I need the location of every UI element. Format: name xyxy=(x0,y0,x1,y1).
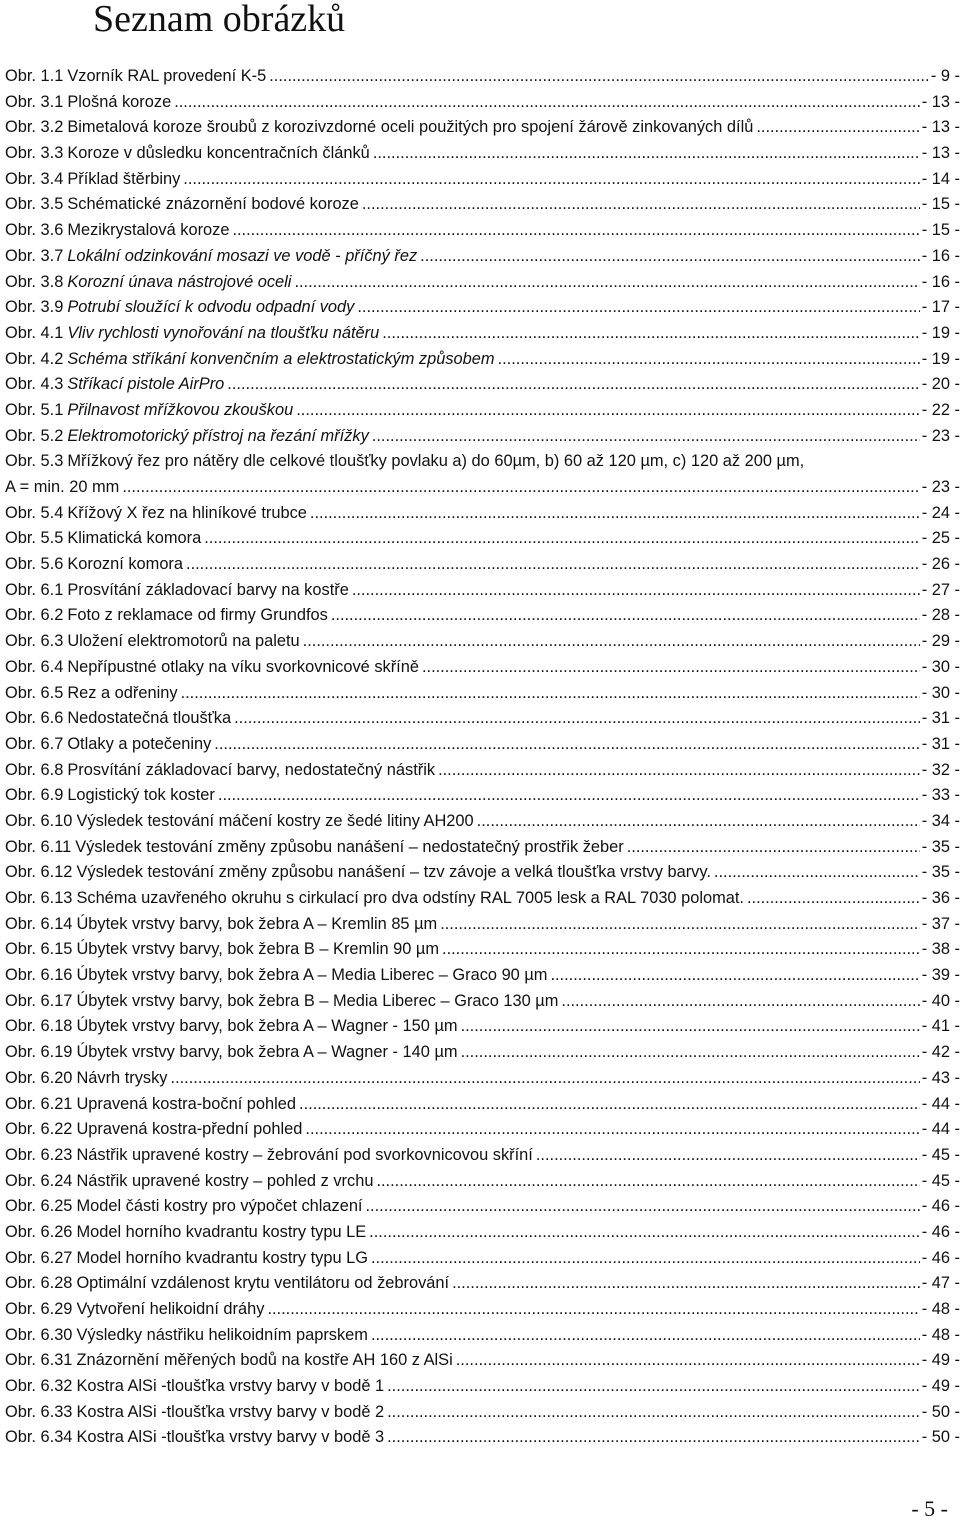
dot-leader xyxy=(382,321,920,347)
toc-entry[interactable] xyxy=(5,1143,960,1169)
figure-page: - 16 - xyxy=(921,246,960,265)
figure-page: - 28 - xyxy=(921,606,960,625)
figure-page: - 48 - xyxy=(921,1300,960,1319)
dot-leader xyxy=(756,115,919,141)
figure-number: Obr. 6.7 xyxy=(5,734,64,753)
figure-title: Model horního kvadrantu kostry typu LG xyxy=(76,1248,368,1267)
figure-title: Model části kostry pro výpočet chlazení xyxy=(76,1197,363,1216)
page-number: - 5 - xyxy=(911,1496,948,1521)
dot-leader xyxy=(218,783,920,809)
figure-number: Obr. 4.3 xyxy=(5,375,64,394)
figure-number: Obr. 6.21 xyxy=(5,1094,73,1113)
figure-page: - 13 - xyxy=(921,118,960,137)
dot-leader xyxy=(232,218,919,244)
figure-page: - 33 - xyxy=(921,786,960,805)
dot-leader xyxy=(357,295,919,321)
figure-title: Úbytek vrstvy barvy, bok žebra A – Wagner - 140 µm xyxy=(76,1043,458,1062)
figure-page: - 13 - xyxy=(921,144,960,163)
toc-entry[interactable] xyxy=(5,192,960,218)
figure-title: Klimatická komora xyxy=(67,529,202,548)
figure-page: - 30 - xyxy=(921,657,960,676)
figure-title: Prosvítání základovací barvy na kostře xyxy=(67,580,349,599)
dot-leader xyxy=(186,552,920,578)
figure-page: - 31 - xyxy=(921,734,960,753)
toc-entry[interactable] xyxy=(5,347,960,373)
dot-leader xyxy=(498,347,920,373)
figure-number: Obr. 6.19 xyxy=(5,1043,73,1062)
toc-entry[interactable] xyxy=(5,1092,960,1118)
figure-page: - 27 - xyxy=(921,580,960,599)
figure-number: Obr. 6.2 xyxy=(5,606,64,625)
figure-number: Obr. 3.5 xyxy=(5,195,64,214)
dot-leader xyxy=(227,372,919,398)
figure-number: Obr. 6.11 xyxy=(5,837,72,856)
figure-page: - 14 - xyxy=(921,169,960,188)
figure-title: Kostra AlSi -tloušťka vrstvy barvy v bodě 2 xyxy=(76,1402,385,1421)
figure-page: - 46 - xyxy=(921,1248,960,1267)
figure-page: - 46 - xyxy=(921,1222,960,1241)
dot-leader xyxy=(561,989,919,1015)
figure-page: - 13 - xyxy=(921,92,960,111)
figure-number: Obr. 4.2 xyxy=(5,349,64,368)
figure-title-continuation: A = min. 20 mm xyxy=(5,478,120,496)
figure-number: Obr. 6.24 xyxy=(5,1171,73,1190)
dot-leader xyxy=(372,424,920,450)
dot-leader xyxy=(234,706,920,732)
figure-number: Obr. 5.3 xyxy=(5,452,64,471)
dot-leader xyxy=(477,809,920,835)
toc-entry[interactable] xyxy=(5,1425,960,1451)
figure-title: Rez a odřeniny xyxy=(67,683,178,702)
figure-page: - 24 - xyxy=(921,503,960,522)
figure-title: Mřížkový řez pro nátěry dle celkové tloušťky povlaku a) do 60µm, b) 60 až 120 µm, c) 120 až 200 µm, xyxy=(67,452,805,471)
figure-number: Obr. 6.30 xyxy=(5,1325,73,1344)
toc-entry[interactable] xyxy=(5,578,960,604)
dot-leader xyxy=(303,629,920,655)
figure-page: - 19 - xyxy=(921,323,960,342)
toc-entry[interactable] xyxy=(5,1220,960,1246)
figure-title: Mezikrystalová koroze xyxy=(67,221,230,240)
figure-title: Nástřik upravené kostry – pohled z vrchu xyxy=(76,1171,374,1190)
figure-page: - 45 - xyxy=(921,1171,960,1190)
figure-number: Obr. 3.6 xyxy=(5,221,64,240)
figure-title: Vzorník RAL provedení K-5 xyxy=(67,67,267,85)
figure-page: - 39 - xyxy=(921,966,960,985)
toc-entry[interactable] xyxy=(5,886,960,912)
figure-number: Obr. 5.6 xyxy=(5,555,64,574)
dot-leader xyxy=(294,270,919,296)
figure-page: - 17 - xyxy=(921,298,960,317)
figure-title: Křížový X řez na hliníkové trubce xyxy=(67,503,307,522)
figure-title: Foto z reklamace od firmy Grundfos xyxy=(67,606,328,625)
figure-title: Nedostatečná tloušťka xyxy=(67,709,232,728)
figure-page: - 15 - xyxy=(921,221,960,240)
figure-title: Uložení elektromotorů na paletu xyxy=(67,632,300,651)
figure-title: Stříkací pistole AirPro xyxy=(67,375,225,394)
figure-number: Obr. 3.2 xyxy=(5,118,64,137)
dot-leader xyxy=(422,655,920,681)
toc-entry[interactable] xyxy=(5,783,960,809)
toc-entry[interactable] xyxy=(5,398,960,424)
toc-entry[interactable] xyxy=(5,449,960,500)
figure-number: Obr. 3.8 xyxy=(5,272,64,291)
dot-leader xyxy=(371,1323,920,1349)
figure-number: Obr. 5.5 xyxy=(5,529,64,548)
figure-page: - 47 - xyxy=(921,1274,960,1293)
toc-entry[interactable] xyxy=(5,90,960,116)
figure-title: Výsledky nástřiku helikoidním paprskem xyxy=(76,1325,368,1344)
toc-entry[interactable] xyxy=(5,989,960,1015)
dot-leader xyxy=(183,167,919,193)
dot-leader xyxy=(352,578,920,604)
figure-number: Obr. 6.27 xyxy=(5,1248,73,1267)
figure-page: - 35 - xyxy=(921,837,960,856)
figure-page: - 9 - xyxy=(930,67,960,85)
dot-leader xyxy=(369,1220,920,1246)
figure-page: - 23 - xyxy=(921,426,960,445)
figure-title: Schéma stříkání konvenčním a elektrostatickým způsobem xyxy=(67,349,495,368)
dot-leader xyxy=(181,681,920,707)
figure-page: - 49 - xyxy=(921,1377,960,1396)
toc-entry[interactable] xyxy=(5,1117,960,1143)
figure-number: Obr. 6.28 xyxy=(5,1274,73,1293)
figure-number: Obr. 6.31 xyxy=(5,1351,73,1370)
toc-entry[interactable] xyxy=(5,706,960,732)
dot-leader xyxy=(438,758,920,784)
toc-entry[interactable] xyxy=(5,552,960,578)
figure-number: Obr. 6.15 xyxy=(5,940,73,959)
toc-entry[interactable] xyxy=(5,1066,960,1092)
toc-entry[interactable] xyxy=(5,835,960,861)
toc-entry[interactable] xyxy=(5,1400,960,1426)
figure-title: Příklad štěrbiny xyxy=(67,169,181,188)
toc-entry[interactable] xyxy=(5,732,960,758)
toc-entry[interactable] xyxy=(5,1194,960,1220)
figure-title: Přilnavost mřížkovou zkouškou xyxy=(67,400,294,419)
toc-entry[interactable] xyxy=(5,809,960,835)
figure-page: - 42 - xyxy=(921,1043,960,1062)
figure-number: Obr. 6.10 xyxy=(5,811,73,830)
toc-entry[interactable] xyxy=(5,167,960,193)
figure-page: - 37 - xyxy=(921,914,960,933)
toc-entry[interactable] xyxy=(5,1374,960,1400)
figure-title: Vytvoření helikoidní dráhy xyxy=(76,1300,265,1319)
figure-number: Obr. 1.1 xyxy=(5,67,64,85)
figure-number: Obr. 6.12 xyxy=(5,863,73,882)
figure-title: Výsledek testování změny způsobu nanášení – tzv závoje a velká tloušťka vrstvy barvy. xyxy=(76,863,711,882)
figure-page: - 40 - xyxy=(921,991,960,1010)
figure-page: - 43 - xyxy=(921,1068,960,1087)
figure-number: Obr. 6.6 xyxy=(5,709,64,728)
figure-page: - 32 - xyxy=(921,760,960,779)
figure-page: - 20 - xyxy=(921,375,960,394)
figure-page: - 41 - xyxy=(921,1017,960,1036)
toc-entry[interactable] xyxy=(5,1297,960,1323)
dot-leader xyxy=(387,1400,920,1426)
figure-number: Obr. 6.3 xyxy=(5,632,64,651)
figure-page: - 50 - xyxy=(921,1428,960,1447)
figure-number: Obr. 3.1 xyxy=(5,92,64,111)
figure-page: - 16 - xyxy=(921,272,960,291)
dot-leader xyxy=(204,526,920,552)
figure-number: Obr. 6.29 xyxy=(5,1300,73,1319)
figure-title: Model horního kvadrantu kostry typu LE xyxy=(76,1222,367,1241)
figure-title: Úbytek vrstvy barvy, bok žebra B – Kremlin 90 µm xyxy=(76,940,440,959)
toc-entry[interactable] xyxy=(5,501,960,527)
figure-title: Úbytek vrstvy barvy, bok žebra A – Kremlin 85 µm xyxy=(76,914,438,933)
dot-leader xyxy=(310,501,920,527)
figure-page: - 19 - xyxy=(921,349,960,368)
figure-number: Obr. 3.3 xyxy=(5,144,64,163)
figure-number: Obr. 3.4 xyxy=(5,169,64,188)
toc-entry[interactable] xyxy=(5,295,960,321)
dot-leader xyxy=(714,860,920,886)
dot-leader xyxy=(452,1271,920,1297)
figure-title: Bimetalová koroze šroubů z korozivzdorné oceli použitých pro spojení žárově zinkovaných dílů xyxy=(67,118,754,137)
dot-leader xyxy=(171,1066,920,1092)
figure-title: Elektromotorický přístroj na řezání mřížky xyxy=(67,426,369,445)
figure-number: Obr. 6.5 xyxy=(5,683,64,702)
figure-page: - 48 - xyxy=(921,1325,960,1344)
dot-leader xyxy=(627,835,920,861)
dot-leader xyxy=(331,603,920,629)
toc-entry[interactable] xyxy=(5,64,960,90)
figure-number: Obr. 3.7 xyxy=(5,246,64,265)
dot-leader xyxy=(296,398,920,424)
figure-title: Kostra AlSi -tloušťka vrstvy barvy v bodě 1 xyxy=(76,1377,385,1396)
dot-leader xyxy=(442,937,920,963)
figure-number: Obr. 6.20 xyxy=(5,1068,73,1087)
dot-leader xyxy=(456,1348,920,1374)
figure-title: Lokální odzinkování mosazi ve vodě - příčný řez xyxy=(67,246,418,265)
figure-title: Koroze v důsledku koncentračních článků xyxy=(67,144,370,163)
figure-page: - 49 - xyxy=(921,1351,960,1370)
figure-number: Obr. 5.2 xyxy=(5,426,64,445)
figure-page: - 45 - xyxy=(921,1145,960,1164)
figure-page: - 44 - xyxy=(921,1094,960,1113)
figure-number: Obr. 6.14 xyxy=(5,914,73,933)
figure-title: Úbytek vrstvy barvy, bok žebra A – Wagner - 150 µm xyxy=(76,1017,458,1036)
figure-number: Obr. 4.1 xyxy=(5,323,64,342)
toc-entry[interactable] xyxy=(5,860,960,886)
figure-title: Nástřik upravené kostry – žebrování pod svorkovnicovou skříní xyxy=(76,1145,533,1164)
figure-title: Schéma uzavřeného okruhu s cirkulací pro dva odstíny RAL 7005 lesk a RAL 7030 polomat. xyxy=(76,889,744,908)
dot-leader xyxy=(536,1143,920,1169)
dot-leader xyxy=(387,1374,920,1400)
figure-title: Schématické znázornění bodové koroze xyxy=(67,195,359,214)
figure-number: Obr. 6.25 xyxy=(5,1197,73,1216)
toc-entry[interactable] xyxy=(5,270,960,296)
dot-leader xyxy=(420,244,920,270)
figure-title: Výsledek testování změny způsobu nanášení – nedostatečný prostřik žeber xyxy=(75,837,624,856)
figure-number: Obr. 6.33 xyxy=(5,1402,73,1421)
toc-entry[interactable] xyxy=(5,1323,960,1349)
figure-title: Potrubí sloužící k odvodu odpadní vody xyxy=(67,298,355,317)
figure-title: Návrh trysky xyxy=(76,1068,168,1087)
figure-page: - 23 - xyxy=(921,478,960,496)
toc-entry[interactable] xyxy=(5,218,960,244)
toc-entry[interactable] xyxy=(5,141,960,167)
figure-page: - 22 - xyxy=(921,400,960,419)
figure-page: - 31 - xyxy=(921,709,960,728)
dot-leader xyxy=(461,1040,920,1066)
figure-number: Obr. 6.9 xyxy=(5,786,64,805)
figure-number: Obr. 6.26 xyxy=(5,1222,73,1241)
figure-title: Úbytek vrstvy barvy, bok žebra B – Media Liberec – Graco 130 µm xyxy=(76,991,559,1010)
figure-number: Obr. 6.16 xyxy=(5,966,73,985)
toc-entry[interactable] xyxy=(5,912,960,938)
figure-page: - 38 - xyxy=(921,940,960,959)
figure-title: Vliv rychlosti vynořování na tloušťku nátěru xyxy=(67,323,380,342)
dot-leader xyxy=(267,1297,919,1323)
dot-leader xyxy=(371,1246,920,1272)
toc-entry[interactable] xyxy=(5,424,960,450)
figure-page: - 30 - xyxy=(921,683,960,702)
figure-title: Optimální vzdálenost krytu ventilátoru od žebrování xyxy=(76,1274,450,1293)
dot-leader xyxy=(440,912,920,938)
figure-title: Korozní únava nástrojové oceli xyxy=(67,272,292,291)
figure-page: - 15 - xyxy=(921,195,960,214)
list-of-figures xyxy=(5,64,960,1451)
toc-entry[interactable] xyxy=(5,937,960,963)
dot-leader xyxy=(366,1194,920,1220)
figure-page: - 36 - xyxy=(921,889,960,908)
dot-leader xyxy=(269,64,929,90)
toc-entry[interactable] xyxy=(5,115,960,141)
figure-page: - 50 - xyxy=(921,1402,960,1421)
toc-entry[interactable] xyxy=(5,372,960,398)
toc-entry[interactable] xyxy=(5,603,960,629)
figure-number: Obr. 6.22 xyxy=(5,1120,73,1139)
dot-leader xyxy=(387,1425,920,1451)
figure-number: Obr. 6.17 xyxy=(5,991,73,1010)
figure-number: Obr. 3.9 xyxy=(5,298,64,317)
figure-number: Obr. 6.13 xyxy=(5,889,73,908)
figure-number: Obr. 5.4 xyxy=(5,503,64,522)
page-title: Seznam obrázků xyxy=(93,0,346,40)
figure-number: Obr. 6.34 xyxy=(5,1428,73,1447)
figure-title: Znázornění měřených bodů na kostře AH 160 z AlSi xyxy=(76,1351,453,1370)
toc-entry[interactable] xyxy=(5,681,960,707)
toc-entry[interactable] xyxy=(5,758,960,784)
figure-title: Úbytek vrstvy barvy, bok žebra A – Media Liberec – Graco 90 µm xyxy=(76,966,548,985)
figure-title: Nepřípustné otlaky na víku svorkovnicové skříně xyxy=(67,657,419,676)
dot-leader xyxy=(305,1117,919,1143)
figure-number: Obr. 6.4 xyxy=(5,657,64,676)
figure-number: Obr. 6.23 xyxy=(5,1145,73,1164)
dot-leader xyxy=(373,141,920,167)
figure-number: Obr. 6.32 xyxy=(5,1377,73,1396)
toc-entry[interactable] xyxy=(5,526,960,552)
figure-number: Obr. 6.8 xyxy=(5,760,64,779)
dot-leader xyxy=(376,1169,919,1195)
figure-title: Upravená kostra-přední pohled xyxy=(76,1120,303,1139)
toc-entry[interactable] xyxy=(5,1040,960,1066)
figure-title: Otlaky a potečeniny xyxy=(67,734,212,753)
figure-title: Kostra AlSi -tloušťka vrstvy barvy v bodě 3 xyxy=(76,1428,385,1447)
figure-page: - 46 - xyxy=(921,1197,960,1216)
toc-entry[interactable] xyxy=(5,1246,960,1272)
figure-page: - 44 - xyxy=(921,1120,960,1139)
dot-leader xyxy=(174,90,920,116)
toc-entry[interactable] xyxy=(5,1014,960,1040)
toc-entry[interactable] xyxy=(5,244,960,270)
figure-page: - 25 - xyxy=(921,529,960,548)
figure-number: Obr. 5.1 xyxy=(5,400,64,419)
toc-entry[interactable] xyxy=(5,1348,960,1374)
dot-leader xyxy=(299,1092,920,1118)
figure-page: - 34 - xyxy=(921,811,960,830)
figure-page: - 29 - xyxy=(921,632,960,651)
toc-entry[interactable] xyxy=(5,1271,960,1297)
dot-leader xyxy=(550,963,919,989)
toc-entry[interactable] xyxy=(5,1169,960,1195)
figure-page: - 35 - xyxy=(921,863,960,882)
toc-entry[interactable] xyxy=(5,963,960,989)
figure-number: Obr. 6.1 xyxy=(5,580,64,599)
figure-title: Upravená kostra-boční pohled xyxy=(76,1094,297,1113)
dot-leader xyxy=(214,732,919,758)
dot-leader xyxy=(362,192,920,218)
toc-entry[interactable] xyxy=(5,655,960,681)
toc-entry[interactable] xyxy=(5,321,960,347)
dot-leader xyxy=(122,475,919,501)
figure-title: Plošná koroze xyxy=(67,92,172,111)
figure-number: Obr. 6.18 xyxy=(5,1017,73,1036)
figure-title: Prosvítání základovací barvy, nedostatečný nástřik xyxy=(67,760,436,779)
figure-title: Logistický tok koster xyxy=(67,786,215,805)
toc-entry[interactable] xyxy=(5,629,960,655)
dot-leader xyxy=(461,1014,920,1040)
figure-page: - 26 - xyxy=(921,555,960,574)
dot-leader xyxy=(747,886,920,912)
figure-title: Korozní komora xyxy=(67,555,184,574)
figure-title: Výsledek testování máčení kostry ze šedé litiny AH200 xyxy=(76,811,474,830)
